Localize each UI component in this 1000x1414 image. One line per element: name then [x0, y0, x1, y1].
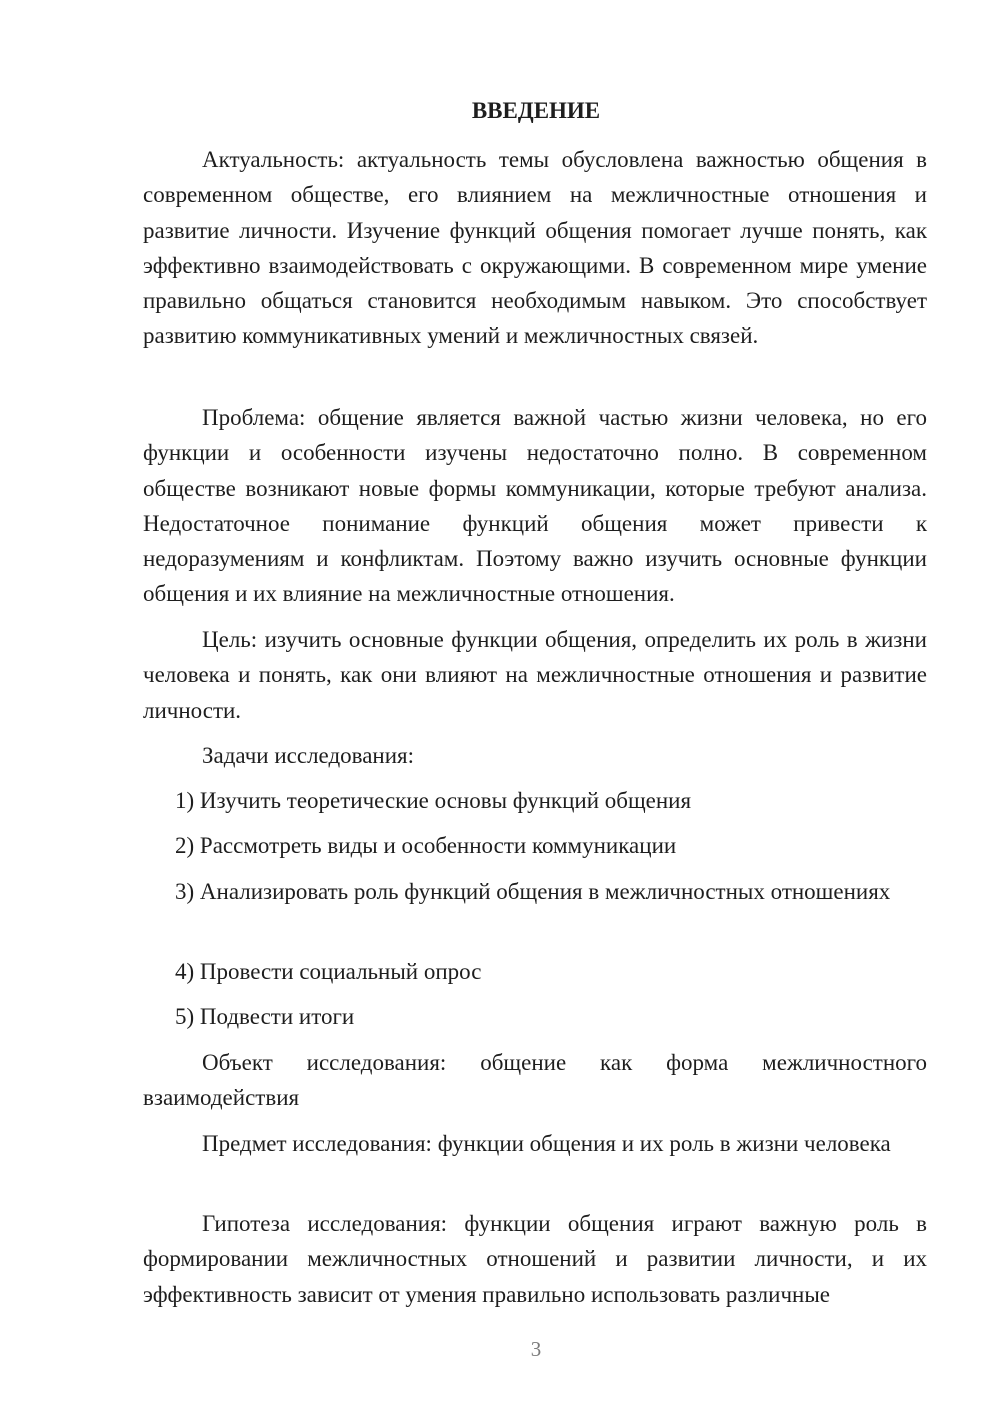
paragraph-relevance: Актуальность: актуальность темы обусловлена важностью общения в современном обществе, его влиянием на межличностные отношения и развитие личности. Изучение функций общения помогает лучше понять, как эффективно взаимодействовать с окружающими. В современном мире умение правильно общаться становится необходимым навыком. Это способствует развитию коммуникативных умений и межличностных связей. [143, 147, 927, 349]
paragraph-subject: Предмет исследования: функции общения и их роль в жизни человека [202, 1131, 891, 1156]
paragraph-hypothesis: Гипотеза исследования: функции общения играют важную роль в формировании межличностных отношений и развитии личности, и их эффективность зависит от умения правильно использовать различные [143, 1211, 927, 1307]
task-item-4: 4) Провести социальный опрос [175, 959, 482, 984]
paragraph-goal: Цель: изучить основные функции общения, определить их роль в жизни человека и понять, как они влияют на межличностные отношения и развитие личности. [143, 627, 927, 723]
page-number: 3 [530, 1337, 542, 1361]
task-item-2: 2) Рассмотреть виды и особенности коммуникации [175, 833, 677, 858]
tasks-heading: Задачи исследования: [202, 743, 415, 768]
task-item-1: 1) Изучить теоретические основы функций общения [175, 788, 692, 813]
task-item-3: 3) Анализировать роль функций общения в межличностных отношениях [175, 879, 891, 904]
task-item-5: 5) Подвести итоги [175, 1004, 355, 1029]
paragraph-problem: Проблема: общение является важной частью жизни человека, но его функции и особенности изучены недостаточно полно. В современном обществе возникают новые формы коммуникации, которые требуют анализа. Недостаточное понимание функций общения может привести к недоразумениям и конфликтам. Поэтому важно изучить основные функции общения и их влияние на межличностные отношения. [143, 405, 927, 607]
page-title: ВВЕДЕНИЕ [471, 98, 601, 123]
paragraph-object: Объект исследования: общение как форма межличностного взаимодействия [143, 1050, 927, 1111]
